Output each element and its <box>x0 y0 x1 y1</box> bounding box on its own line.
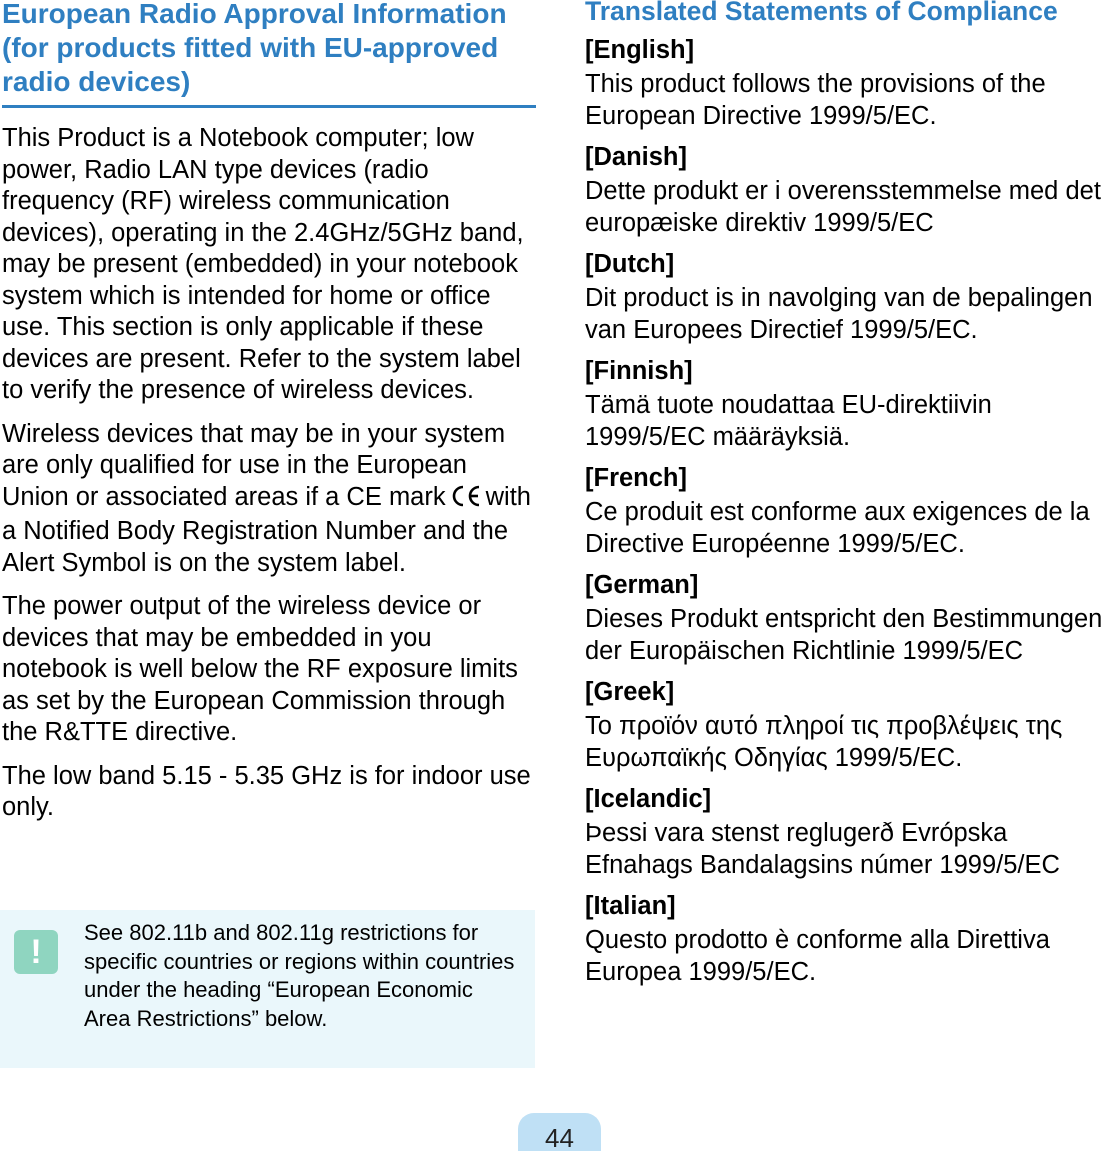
alert-icon: ! <box>14 930 58 974</box>
lang-label-english: [English] <box>585 36 695 64</box>
title-divider <box>2 105 536 108</box>
statement-icelandic: Þessi vara stenst reglugerð Evrópska Efnahags Bandalagsins númer 1999/5/EC <box>585 819 1060 879</box>
paragraph-power-output: The power output of the wireless device or devices that may be embedded in you notebook is well below the RF exposure limits as set by the European Commission through the R&TTE directive. <box>2 592 518 746</box>
statement-german: Dieses Produkt entspricht den Bestimmungen der Europäischen Richtlinie 1999/5/EC <box>585 605 1103 665</box>
statement-english: This product follows the provisions of the European Directive 1999/5/EC. <box>585 70 1046 130</box>
statement-dutch: Dit product is in navolging van de bepalingen van Europees Directief 1999/5/EC. <box>585 284 1093 344</box>
lang-label-italian: [Italian] <box>585 892 676 920</box>
lang-label-german: [German] <box>585 571 699 599</box>
restrictions-note <box>0 910 535 1068</box>
statement-greek: Το προϊόν αυτό πληροί τις προβλέψεις της Ευρωπαϊκής Οδηγίας 1999/5/EC. <box>585 712 1063 772</box>
paragraph-product-description: This Product is a Notebook computer; low power, Radio LAN type devices (radio frequency (RF) wireless communication devices), operating in the 2.4GHz/5GHz band, may be present (embedded) in your notebook system which is intended for home or office use. This section is only applicable if these devices are present. Refer to the system label to verify the presence of wireless devices. <box>2 124 524 404</box>
right-column <box>585 0 1117 988</box>
statement-danish: Dette produkt er i overensstemmelse med det europæiske direktiv 1999/5/EC <box>585 177 1101 237</box>
section-title-radio-approval: European Radio Approval Information (for products fitted with EU-approved radio devices) <box>2 0 507 97</box>
left-column <box>2 0 536 824</box>
paragraph-eu-qualification <box>2 419 536 580</box>
paragraph-eu-qualification-part2: with a Notified Body Registration Number and the Alert Symbol is on the system label. <box>2 482 531 577</box>
lang-label-icelandic: [Icelandic] <box>585 785 712 813</box>
note-text: See 802.11b and 802.11g restrictions for specific countries or regions within countries under the heading “European Economic Area Restrictions” below. <box>84 920 515 1031</box>
statement-italian: Questo prodotto è conforme alla Direttiva Europea 1999/5/EC. <box>585 926 1050 986</box>
lang-label-finnish: [Finnish] <box>585 357 693 385</box>
ce-mark-icon <box>450 484 482 517</box>
statement-finnish: Tämä tuote noudattaa EU-direktiivin 1999/5/EC määräyksiä. <box>585 391 992 451</box>
lang-label-danish: [Danish] <box>585 143 687 171</box>
lang-label-greek: [Greek] <box>585 678 675 706</box>
lang-label-dutch: [Dutch] <box>585 250 675 278</box>
paragraph-low-band: The low band 5.15 - 5.35 GHz is for indoor use only. <box>2 761 531 821</box>
statement-french: Ce produit est conforme aux exigences de la Directive Européenne 1999/5/EC. <box>585 498 1090 558</box>
page-number: 44 <box>518 1113 601 1151</box>
section-title-translated-statements: Translated Statements of Compliance <box>585 0 1058 26</box>
lang-label-french: [French] <box>585 464 687 492</box>
paragraph-eu-qualification-part1: Wireless devices that may be in your system are only qualified for use in the European Union or associated areas if a CE mark <box>2 419 506 511</box>
